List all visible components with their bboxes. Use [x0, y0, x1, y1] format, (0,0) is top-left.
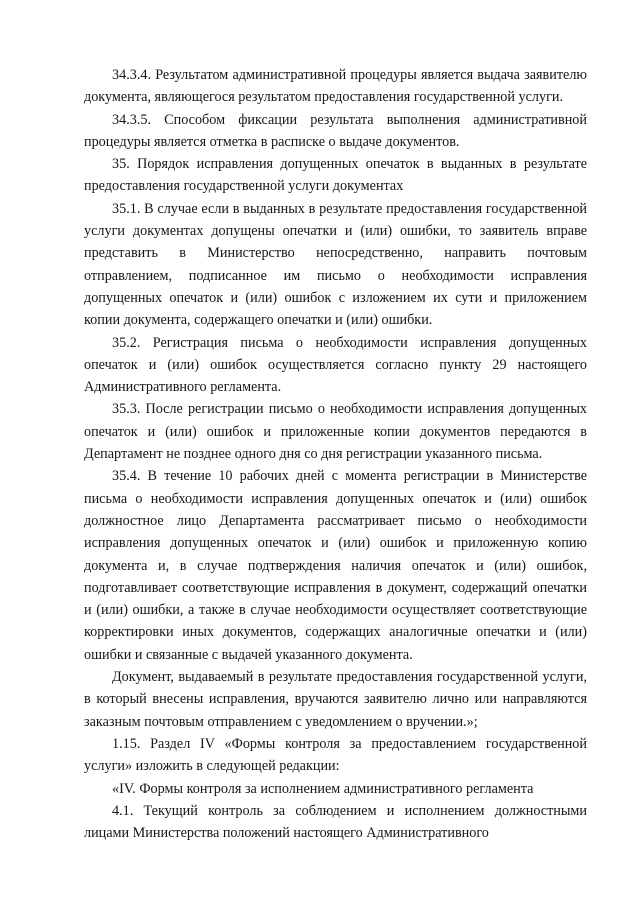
document-page	[84, 64, 587, 844]
section-iv-heading: «IV. Формы контроля за исполнением административного регламента	[112, 780, 534, 797]
paragraph-35-3: 35.3. После регистрации письмо о необходимости исправления допущенных опечаток и (или) ошибок и приложенные копии документов передаются в Департамент не позднее одного дня со дня регистрации указанного письма.	[84, 401, 587, 463]
paragraph-35-heading: 35. Порядок исправления допущенных опечаток в выданных в результате предоставления государственной услуги документах	[84, 156, 587, 195]
paragraph-34-3-5: 34.3.5. Способом фиксации результата выполнения административной процедуры является отметка в расписке о выдаче документов.	[84, 111, 587, 150]
paragraph-35-2: 35.2. Регистрация письма о необходимости исправления допущенных опечаток и (или) ошибок осуществляется согласно пункту 29 настоящего Административного регламента.	[84, 334, 587, 396]
paragraph-35-4: 35.4. В течение 10 рабочих дней с момента регистрации в Министерстве письма о необходимости исправления допущенных опечаток и (или) ошибок должностное лицо Департамента рассматривает письмо о необходимости исправления допущенных опечаток и (или) ошибок и приложенную копию документа и, в случае подтверждения наличия опечаток и (или) ошибок, подготавливает соответствующие исправления в документ, содержащий опечатки и (или) ошибки, а также в случае необходимости осуществляет соответствующие корректировки иных документов, содержащих аналогичные опечатки и (или) ошибки и связанные с выдачей указанного документа.	[84, 468, 587, 663]
paragraph-1-15: 1.15. Раздел IV «Формы контроля за предоставлением государственной услуги» изложить в следующей редакции:	[84, 735, 587, 775]
paragraph-4-1: 4.1. Текущий контроль за соблюдением и исполнением должностными лицами Министерства положений настоящего Административного	[84, 802, 587, 842]
paragraph-35-1: 35.1. В случае если в выданных в результате предоставления государственной услуги документах допущены опечатки и (или) ошибки, то заявитель вправе представить в Министерство непосредственно, направить почтовым отправлением, подписанное им письмо о необходимости исправления допущенных опечаток и (или) ошибок с изложением их сути и приложением копии документа, содержащего опечатки и (или) ошибки.	[84, 200, 587, 329]
paragraph-corrected-document: Документ, выдаваемый в результате предоставления государственной услуги, в который внесены исправления, вручаются заявителю лично или направляются заказным почтовым отправлением с уведомлением о вручении.»;	[84, 669, 587, 730]
paragraph-34-3-4: 34.3.4. Результатом административной процедуры является выдача заявителю документа, являющегося результатом предоставления государственной услуги.	[84, 67, 587, 106]
